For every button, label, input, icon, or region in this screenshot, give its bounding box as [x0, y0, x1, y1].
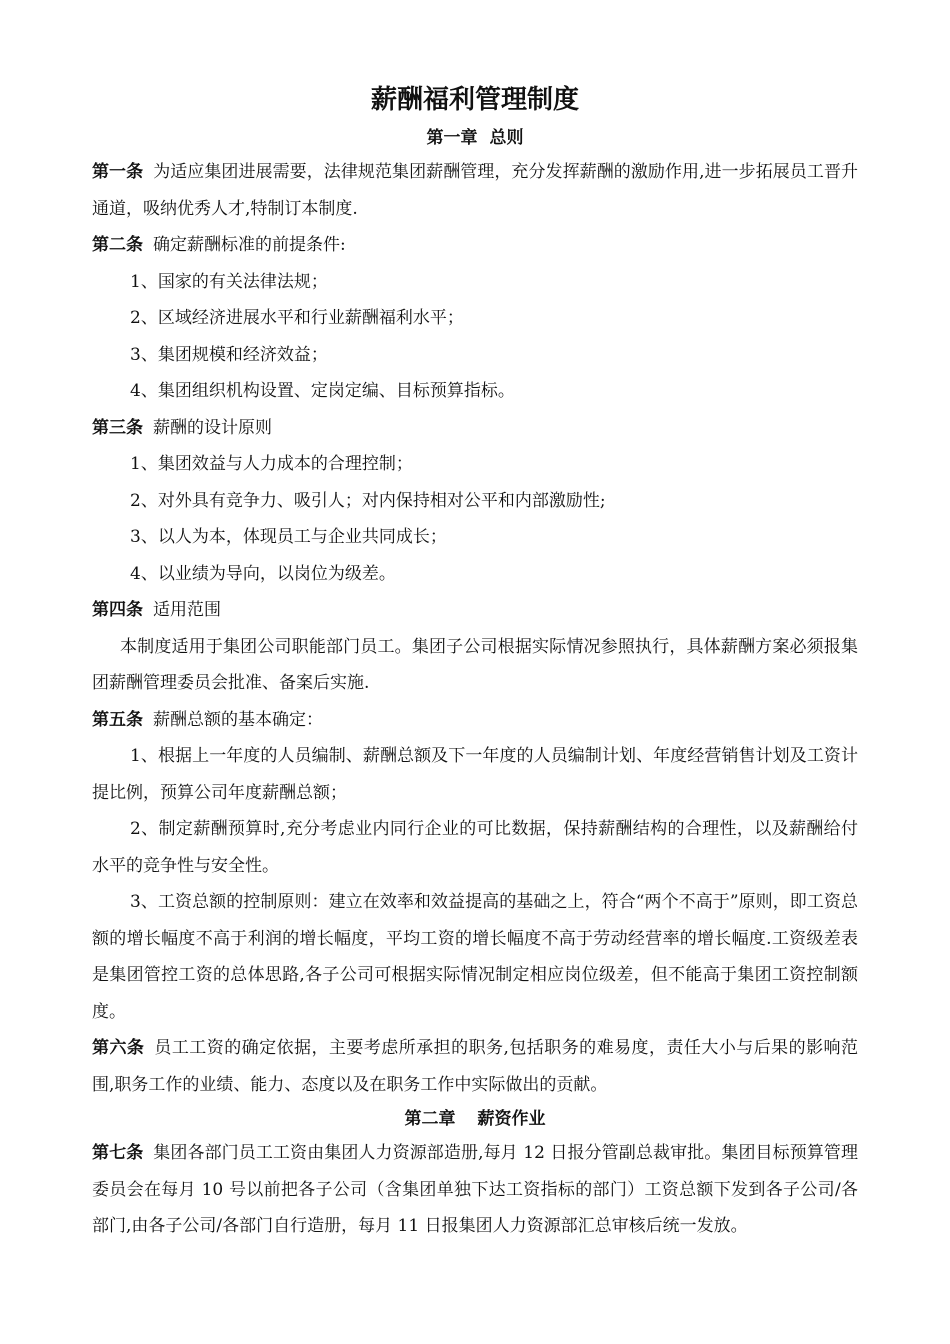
list-item: 2、对外具有竞争力、吸引人；对内保持相对公平和内部激励性; [130, 490, 606, 511]
chapter-label: 第一章 [426, 128, 478, 148]
chapter-label: 第二章 [404, 1109, 456, 1129]
list-item: 3、集团规模和经济效益； [130, 344, 328, 365]
article-text: 员工工资的确定依据，主要考虑所承担的职务,包括职务的难易度，责任大小与后果的影响范围,职务工作的业绩、能力、态度以及在职务工作中实际做出的贡献。 [92, 1038, 859, 1095]
article-7 [92, 1135, 858, 1245]
article-label: 第七条 [92, 1143, 144, 1163]
article-text: 为适应集团进展需要，法律规范集团薪酬管理，充分发挥薪酬的激励作用,进一步拓展员工晋升通道，吸纳优秀人才,特制订本制度. [92, 162, 859, 219]
article-text: 适用范围 [153, 600, 221, 620]
article-2 [92, 227, 858, 264]
article-4 [92, 592, 858, 629]
list-item: 1、根据上一年度的人员编制、薪酬总额及下一年度的人员编制计划、年度经营销售计划及工资计提比例，预算公司年度薪酬总额； [92, 746, 858, 803]
chapter-heading-1 [92, 122, 858, 154]
article-label: 第五条 [92, 709, 143, 730]
list-item: 3、工资总额的控制原则：建立在效率和效益提高的基础之上，符合“两个不高于”原则，即工资总额的增长幅度不高于利润的增长幅度，平均工资的增长幅度不高于劳动经营率的增长幅度.工资级差表是集团管控工资的总体思路,各子公司可根据实际情况制定相应岗位级差，但不能高于集团工资控制额度。 [92, 892, 858, 1022]
list-item: 1、国家的有关法律法规； [130, 271, 328, 292]
chapter-name: 总则 [489, 128, 524, 148]
document-page [92, 80, 858, 1245]
article-label: 第三条 [92, 417, 143, 438]
article-4-body: 本制度适用于集团公司职能部门员工。集团子公司根据实际情况参照执行，具体薪酬方案必须报集团薪酬管理委员会批准、备案后实施. [92, 636, 858, 693]
list-item: 1、集团效益与人力成本的合理控制； [130, 454, 413, 474]
article-text: 集团各部门员工工资由集团人力资源部造册,每月 12 日报分管副总裁审批。集团目标预算管理委员会在每月 10 号以前把各子公司（含集团单独下达工资指标的部门）工资总额下发到各子公司/各部门,由各子公司/各部门自行造册，每月 11 日报集团人力资源部汇总审核后统一发放。 [92, 1143, 859, 1236]
article-5 [92, 702, 858, 739]
article-text: 确定薪酬标准的前提条件: [153, 235, 346, 255]
article-label: 第四条 [92, 600, 143, 620]
article-3 [92, 410, 858, 447]
document-title: 薪酬福利管理制度 [370, 85, 579, 115]
list-item: 4、以业绩为导向，以岗位为级差。 [130, 563, 396, 584]
article-label: 第一条 [92, 162, 144, 182]
chapter-name: 薪资作业 [477, 1109, 546, 1129]
list-item: 4、集团组织机构设置、定岗定编、目标预算指标。 [130, 381, 515, 401]
article-label: 第二条 [92, 235, 143, 255]
article-text: 薪酬的设计原则 [153, 417, 272, 438]
chapter-heading-2 [92, 1103, 858, 1135]
article-1 [92, 154, 858, 227]
list-item: 2、区域经济进展水平和行业薪酬福利水平； [130, 308, 464, 328]
article-6 [92, 1030, 858, 1103]
article-label: 第六条 [92, 1038, 145, 1058]
list-item: 3、以人为本，体现员工与企业共同成长； [130, 527, 447, 547]
article-text: 薪酬总额的基本确定： [153, 709, 323, 730]
list-item: 2、制定薪酬预算时,充分考虑业内同行企业的可比数据，保持薪酬结构的合理性，以及薪酬给付水平的竞争性与安全性。 [92, 819, 858, 876]
